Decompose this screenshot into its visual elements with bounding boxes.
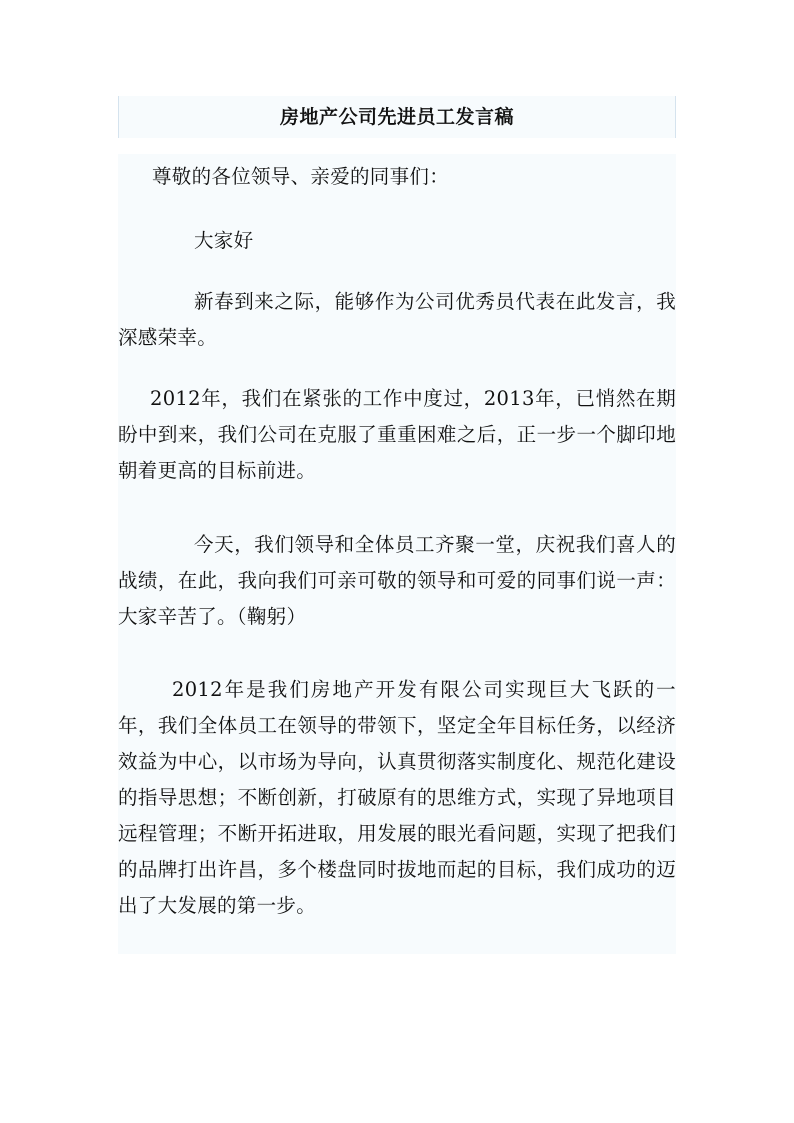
paragraph-greeting: 尊敬的各位领导、亲爱的同事们： [152,165,450,188]
paragraph-hello: 大家好 [194,229,254,252]
paragraph-year-review: 2012年，我们在紧张的工作中度过，2013年，已悄然在期盼中到来，我们公司在克服了重重困难之后，正一步一个脚印地朝着更高的目标前进。 [118,387,676,482]
document-title: 房地产公司先进员工发言稿 [279,106,514,128]
paragraph-achievements: 2012年是我们房地产开发有限公司实现巨大飞跃的一年，我们全体员工在领导的带领下，坚定全年目标任务，以经济效益为中心，以市场为导向，认真贯彻落实制度化、规范化建设的指导思想；不断创新，打破原有的思维方式，实现了异地项目远程管理；不断开拓进取，用发展的眼光看问题，实现了把我们的品牌打出许昌，多个楼盘同时拔地而起的目标，我们成功的迈出了大发展的第一步。 [118,678,676,917]
paragraph-honor: 新春到来之际，能够作为公司优秀员代表在此发言，我深感荣幸。 [118,290,676,349]
title-box [118,96,676,138]
paragraph-celebration: 今天，我们领导和全体员工齐聚一堂，庆祝我们喜人的战绩，在此，我向我们可亲可敬的领导和可爱的同事们说一声：大家辛苦了。（鞠躬） [118,533,676,628]
document-body [118,154,676,954]
